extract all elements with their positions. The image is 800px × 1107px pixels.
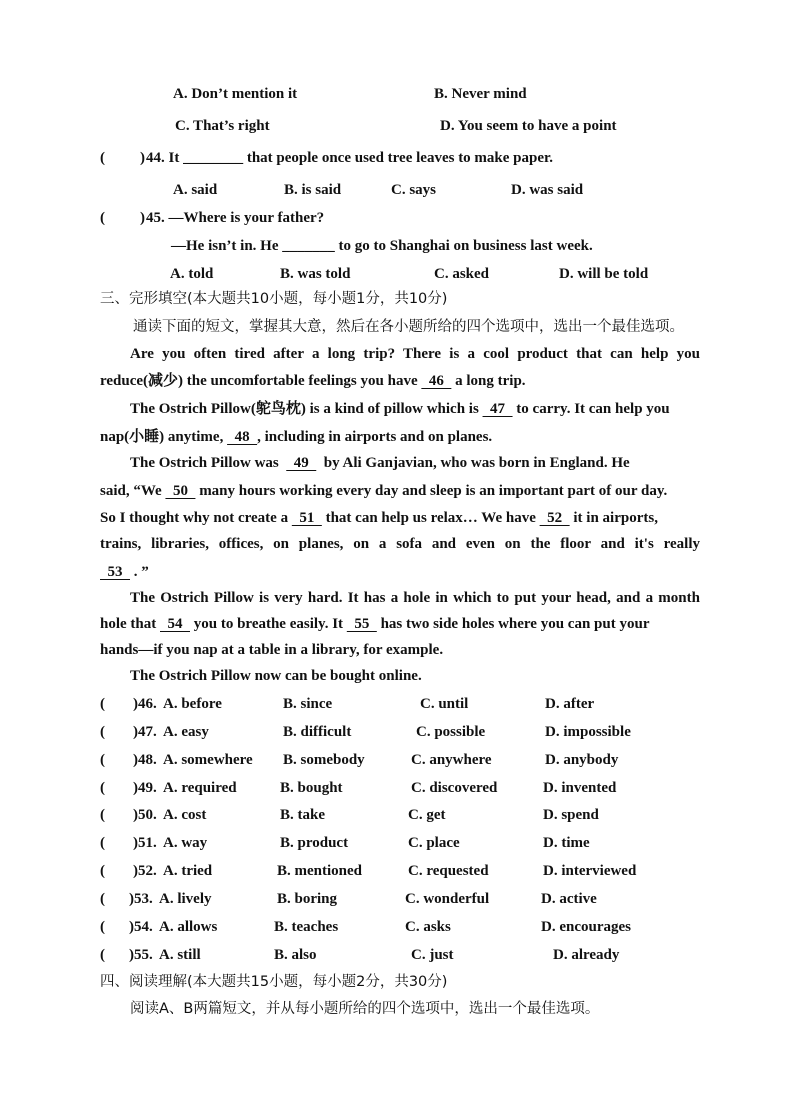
blank-50: 50 <box>165 483 196 499</box>
passage-p3-line4: trains, libraries, offices, on planes, on a sofa and even on the floor and it's really <box>100 536 700 552</box>
cloze-option-c: C. get <box>408 807 446 823</box>
cloze-option-a: A. easy <box>163 724 209 740</box>
cloze-number: )55. <box>129 947 153 963</box>
passage-p1-line1: Are you often tired after a long trip? There is a cool product that can help you <box>130 346 700 362</box>
cloze-option-d: D. invented <box>543 780 617 796</box>
q43-option-b: B. Never mind <box>434 86 527 102</box>
cloze-option-a: A. cost <box>163 807 207 823</box>
q45-option-c: C. asked <box>434 266 490 282</box>
blank-54: 54 <box>160 616 190 632</box>
cloze-number: )50. <box>133 807 157 823</box>
passage-p3-line5: 53 . ” <box>100 564 149 580</box>
q44-stem: 44. It ________ that people once used tree leaves to make paper. <box>146 150 554 166</box>
cloze-option-a: A. lively <box>159 891 212 907</box>
q44-option-a: A. said <box>173 182 218 198</box>
section4-instruction: 阅读A、B两篇短文，并从每小题所给的四个选项中，选出一个最佳选项。 <box>130 1001 600 1017</box>
cloze-paren: ( <box>100 947 105 963</box>
q43-option-c: C. That’s right <box>175 118 270 134</box>
q45-option-a: A. told <box>170 266 214 282</box>
q44-option-d: D. was said <box>511 182 584 198</box>
cloze-question-row <box>100 920 720 938</box>
cloze-option-a: A. before <box>163 696 222 712</box>
q45-line2: —He isn’t in. He _______ to go to Shanghai on business last week. <box>171 238 593 254</box>
cloze-option-b: B. teaches <box>274 919 339 935</box>
cloze-question-row <box>100 864 720 882</box>
cloze-option-a: A. way <box>163 835 208 851</box>
cloze-option-b: B. take <box>280 807 325 823</box>
cloze-option-c: C. place <box>408 835 460 851</box>
cloze-question-row <box>100 697 720 715</box>
cloze-option-a: A. required <box>163 780 237 796</box>
q45-paren-open: ( <box>100 210 105 226</box>
cloze-option-d: D. encourages <box>541 919 631 935</box>
cloze-option-c: C. wonderful <box>405 891 490 907</box>
cloze-question-row <box>100 808 720 826</box>
passage-p2-line1: The Ostrich Pillow(鸵鸟枕) is a kind of pillow which is 47 to carry. It can help you <box>130 401 670 417</box>
cloze-number: )52. <box>133 863 157 879</box>
cloze-option-b: B. difficult <box>283 724 352 740</box>
blank-52: 52 <box>539 510 570 526</box>
blank-55: 55 <box>346 616 377 632</box>
passage-p4-line3: hands—if you nap at a table in a library, for example. <box>100 642 444 658</box>
cloze-option-d: D. after <box>545 696 595 712</box>
q44-paren-open: ( <box>100 150 105 166</box>
blank-49: 49 <box>286 455 317 471</box>
blank-51: 51 <box>291 510 322 526</box>
passage-p3-line1: The Ostrich Pillow was 49 by Ali Ganjavian, who was born in England. He <box>130 455 630 471</box>
cloze-option-d: D. anybody <box>545 752 619 768</box>
cloze-option-d: D. already <box>553 947 620 963</box>
cloze-option-c: C. until <box>420 696 469 712</box>
q44-option-b: B. is said <box>284 182 342 198</box>
cloze-question-row <box>100 836 720 854</box>
cloze-option-b: B. also <box>274 947 317 963</box>
cloze-paren: ( <box>100 807 105 823</box>
blank-46: 46 <box>421 373 452 389</box>
cloze-paren: ( <box>100 752 105 768</box>
cloze-option-b: B. product <box>280 835 349 851</box>
cloze-option-b: B. boring <box>277 891 338 907</box>
cloze-option-d: D. impossible <box>545 724 631 740</box>
cloze-option-a: A. still <box>159 947 201 963</box>
cloze-option-a: A. somewhere <box>163 752 253 768</box>
q45-stem: 45. —Where is your father? <box>146 210 325 226</box>
passage-p4-line1: The Ostrich Pillow is very hard. It has a hole in which to put your head, and a month <box>130 590 700 606</box>
q44-paren-close: ) <box>140 150 145 166</box>
passage-p2-line2: nap(小睡) anytime, 48 , including in airports and on planes. <box>100 429 493 445</box>
cloze-option-d: D. active <box>541 891 597 907</box>
blank-48: 48 <box>227 429 258 445</box>
cloze-option-b: B. somebody <box>283 752 365 768</box>
section4-heading: 四、阅读理解(本大题共15小题，每小题2分，共30分) <box>100 974 448 990</box>
cloze-number: )51. <box>133 835 157 851</box>
cloze-paren: ( <box>100 780 105 796</box>
cloze-option-c: C. anywhere <box>411 752 492 768</box>
q45-option-d: D. will be told <box>559 266 649 282</box>
cloze-paren: ( <box>100 724 105 740</box>
cloze-option-b: B. mentioned <box>277 863 363 879</box>
cloze-question-row <box>100 753 720 771</box>
passage-p4-line2: hole that 54 you to breathe easily. It 55 has two side holes where you can put your <box>100 616 650 632</box>
q44-option-c: C. says <box>391 182 437 198</box>
cloze-question-row <box>100 948 720 966</box>
cloze-paren: ( <box>100 919 105 935</box>
cloze-number: )53. <box>129 891 153 907</box>
passage-p3-line3: So I thought why not create a 51 that can help us relax… We have 52 it in airports, <box>100 510 658 526</box>
cloze-number: )54. <box>129 919 153 935</box>
cloze-option-d: D. time <box>543 835 590 851</box>
cloze-option-c: C. just <box>411 947 454 963</box>
q43-option-d: D. You seem to have a point <box>440 118 617 134</box>
q45-paren-close: ) <box>140 210 145 226</box>
q45-option-b: B. was told <box>280 266 351 282</box>
section3-heading: 三、完形填空(本大题共10小题，每小题1分，共10分) <box>100 291 448 307</box>
cloze-option-a: A. allows <box>159 919 218 935</box>
cloze-number: )49. <box>133 780 157 796</box>
cloze-number: )48. <box>133 752 157 768</box>
section3-instruction: 通读下面的短文，掌握其大意，然后在各小题所给的四个选项中，选出一个最佳选项。 <box>133 319 684 335</box>
cloze-option-c: C. requested <box>408 863 489 879</box>
cloze-question-row <box>100 892 720 910</box>
cloze-option-a: A. tried <box>163 863 213 879</box>
passage-p3-line2: said, “We 50 many hours working every day and sleep is an important part of our day. <box>100 483 668 499</box>
blank-53: 53 <box>100 564 130 580</box>
cloze-option-b: B. bought <box>280 780 343 796</box>
passage-p5: The Ostrich Pillow now can be bought online. <box>130 668 422 684</box>
cloze-paren: ( <box>100 863 105 879</box>
cloze-question-row <box>100 725 720 743</box>
cloze-number: )47. <box>133 724 157 740</box>
cloze-question-row <box>100 781 720 799</box>
cloze-option-d: D. spend <box>543 807 599 823</box>
cloze-option-c: C. discovered <box>411 780 498 796</box>
q43-option-a: A. Don’t mention it <box>173 86 298 102</box>
blank-47: 47 <box>482 401 513 417</box>
cloze-option-c: C. asks <box>405 919 451 935</box>
cloze-option-d: D. interviewed <box>543 863 637 879</box>
cloze-paren: ( <box>100 891 105 907</box>
passage-p1-line2: reduce(减少) the uncomfortable feelings you have 46 a long trip. <box>100 373 526 389</box>
cloze-paren: ( <box>100 696 105 712</box>
cloze-number: )46. <box>133 696 157 712</box>
cloze-option-c: C. possible <box>416 724 486 740</box>
cloze-paren: ( <box>100 835 105 851</box>
cloze-option-b: B. since <box>283 696 333 712</box>
